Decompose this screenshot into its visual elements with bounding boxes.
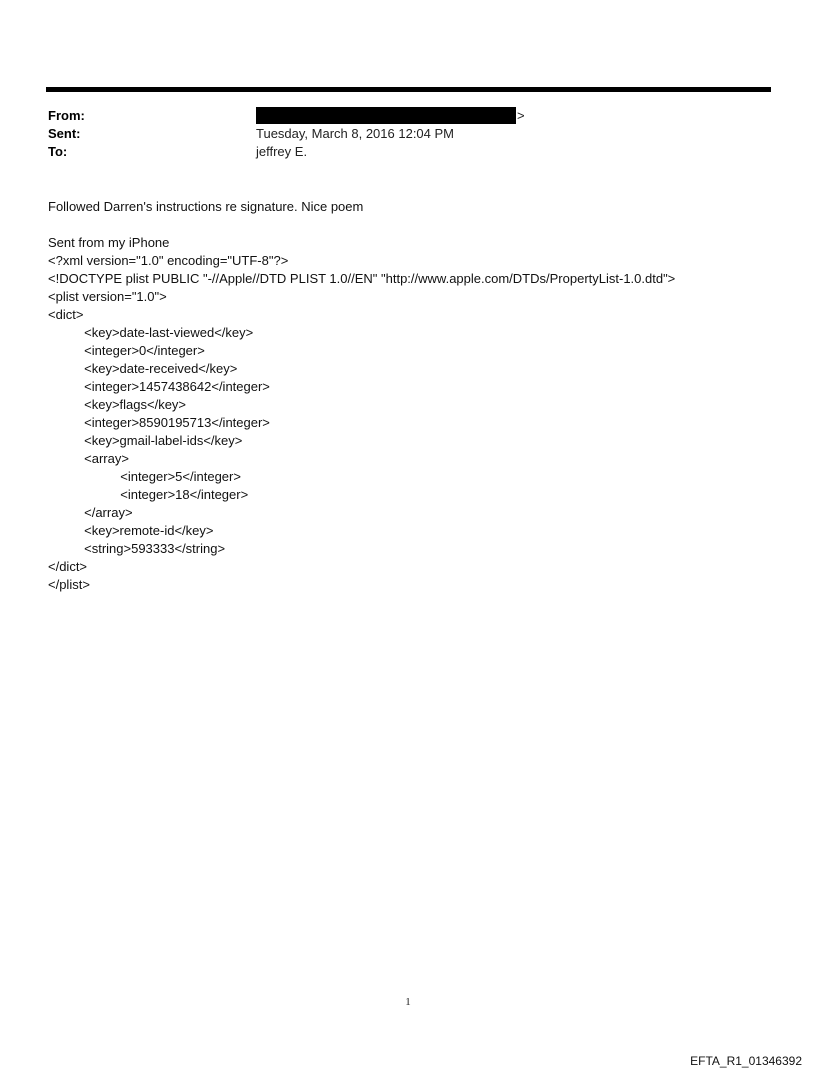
from-label: From:: [48, 108, 85, 123]
email-header: [48, 107, 768, 161]
code-line: <integer>5</integer>: [48, 469, 241, 484]
signature-text: Sent from my iPhone: [48, 235, 170, 250]
header-rule: [46, 87, 771, 92]
sent-row: [48, 125, 768, 143]
code-line: </dict>: [48, 559, 88, 574]
spacer: [48, 216, 788, 234]
to-value: jeffrey E.: [256, 144, 308, 159]
email-body: [48, 198, 788, 594]
code-line: <key>date-last-viewed</key>: [48, 325, 254, 340]
redaction-block: [256, 107, 516, 124]
code-line: </array>: [48, 505, 133, 520]
code-line: </plist>: [48, 577, 90, 592]
code-line: <?xml version="1.0" encoding="UTF-8"?>: [48, 253, 289, 268]
bates-number: EFTA_R1_01346392: [690, 1054, 802, 1068]
code-line: <!DOCTYPE plist PUBLIC "-//Apple//DTD PLIST 1.0//EN" "http://www.apple.com/DTDs/PropertyList-1.0.dtd">: [48, 271, 676, 286]
code-line: <array>: [48, 451, 129, 466]
code-line: <key>gmail-label-ids</key>: [48, 433, 243, 448]
from-suffix: >: [517, 108, 525, 123]
code-line: <integer>18</integer>: [48, 487, 249, 502]
to-label: To:: [48, 144, 68, 159]
message-text: Followed Darren's instructions re signature. Nice poem: [48, 199, 364, 214]
from-row: [48, 107, 768, 125]
code-line: <integer>0</integer>: [48, 343, 205, 358]
code-line: <plist version="1.0">: [48, 289, 167, 304]
from-value: [256, 107, 525, 125]
sent-label: Sent:: [48, 126, 81, 141]
code-line: <integer>1457438642</integer>: [48, 379, 270, 394]
code-line: <key>date-received</key>: [48, 361, 238, 376]
sent-value: Tuesday, March 8, 2016 12:04 PM: [256, 126, 454, 141]
code-line: <key>flags</key>: [48, 397, 187, 412]
page-number: 1: [405, 996, 411, 1008]
to-row: [48, 143, 768, 161]
code-line: <integer>8590195713</integer>: [48, 415, 270, 430]
code-line: <string>593333</string>: [48, 541, 226, 556]
code-line: <dict>: [48, 307, 84, 322]
code-line: <key>remote-id</key>: [48, 523, 214, 538]
